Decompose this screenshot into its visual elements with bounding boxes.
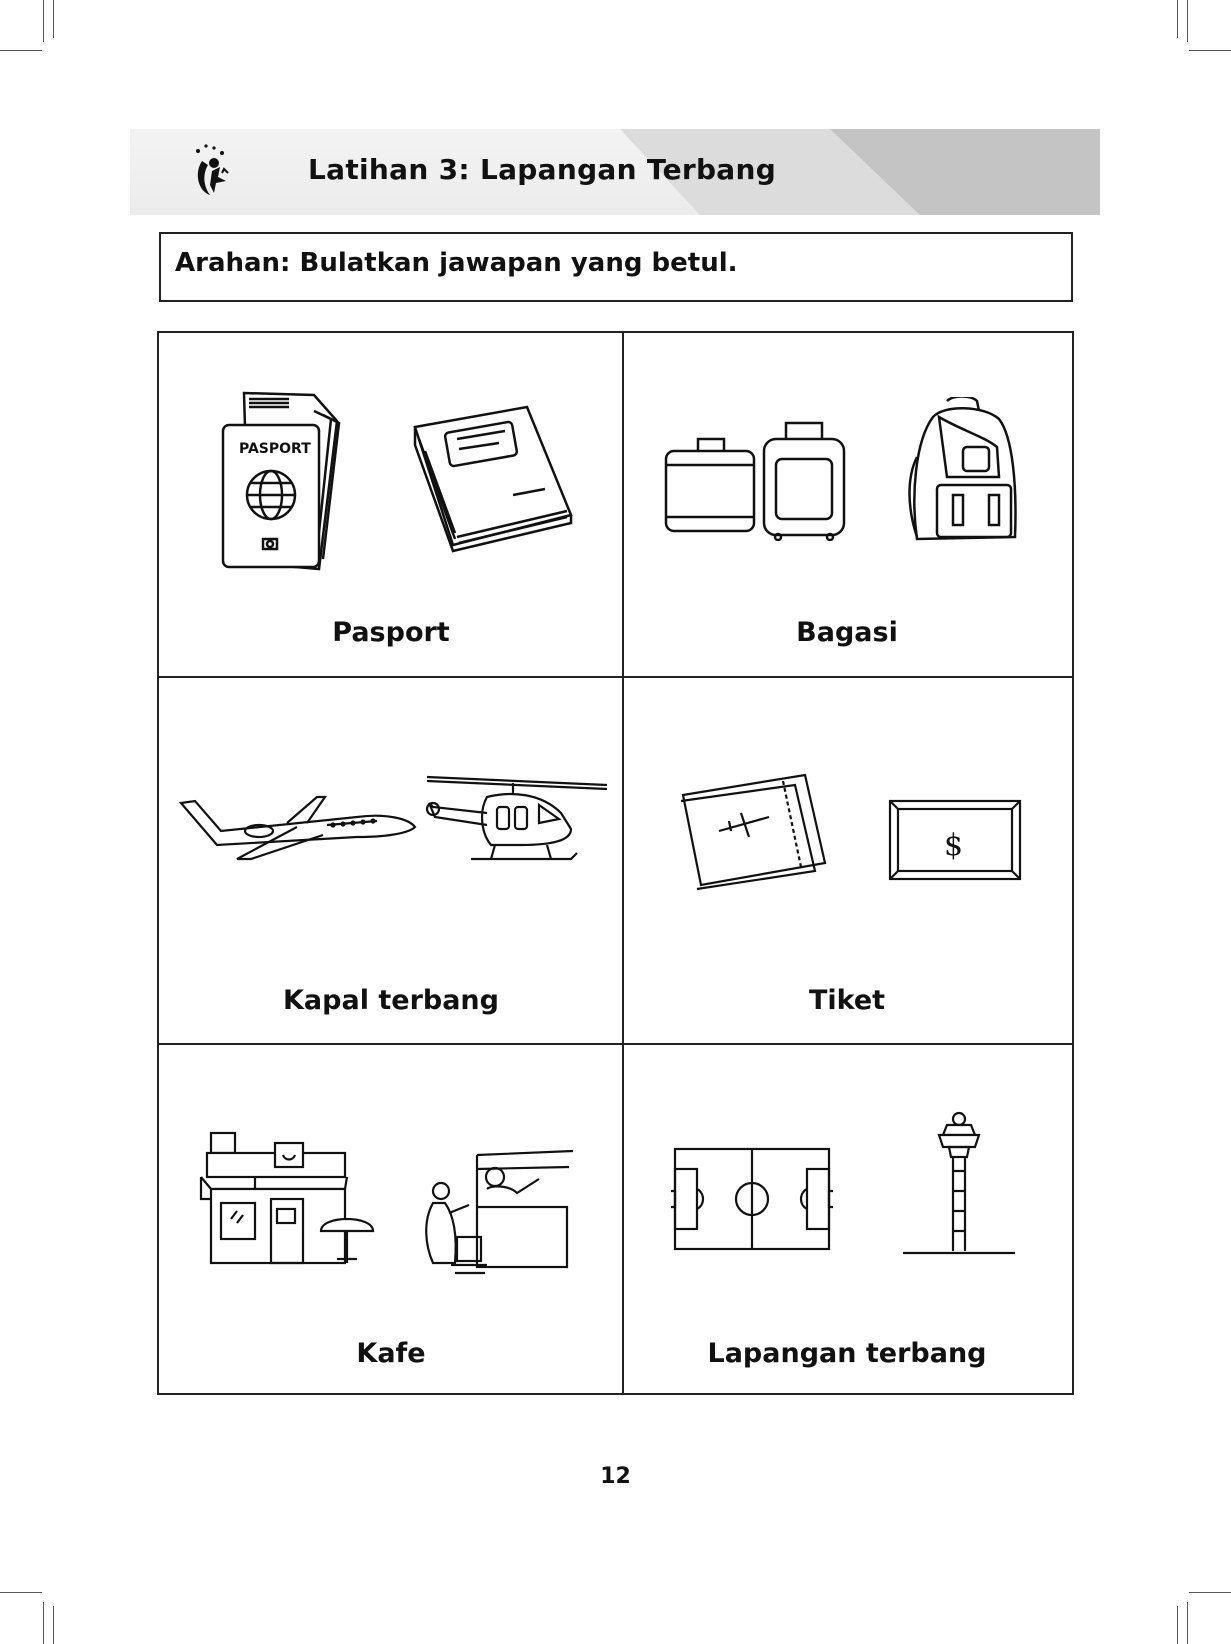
crop-mark [1187,0,1188,42]
page-title: Latihan 3: Lapangan Terbang [308,153,777,186]
instruction-text: Arahan: Bulatkan jawapan yang betul. [175,248,738,278]
checkin-counter-icon[interactable] [421,1141,581,1277]
crop-mark [53,1606,54,1644]
football-field-icon[interactable] [671,1145,833,1253]
crop-mark [43,1602,44,1644]
instruction-box [159,232,1073,302]
svg-text:PASPORT: PASPORT [239,441,311,457]
crop-mark [1189,50,1231,51]
crop-mark [0,1592,42,1593]
answer-label-tiket[interactable]: Tiket [808,985,886,1016]
grid-divider [159,1043,1072,1045]
crop-mark [1177,1606,1178,1644]
crop-mark [1189,1592,1231,1593]
answer-label-kapal-terbang[interactable]: Kapal terbang [283,985,499,1016]
crop-mark [0,50,42,51]
book-icon[interactable] [409,405,574,555]
grid-divider [622,333,624,1393]
grid-divider [159,676,1072,678]
star-figure-logo-icon [188,143,248,203]
passport-icon[interactable] [219,391,349,576]
ticket-icon[interactable] [679,771,829,891]
answer-label-lapangan-terbang[interactable]: Lapangan terbang [707,1338,987,1369]
answer-label-pasport[interactable]: Pasport [332,617,450,648]
answer-label-kafe[interactable]: Kafe [356,1338,426,1369]
airplane-icon[interactable] [177,783,417,863]
crop-mark [1187,1602,1188,1644]
control-tower-icon[interactable] [899,1111,1019,1261]
page-number: 12 [600,1464,631,1489]
helicopter-icon[interactable] [421,773,611,869]
crop-mark [1177,0,1178,38]
answer-label-bagasi[interactable]: Bagasi [796,617,898,648]
answer-grid [157,331,1074,1395]
crop-mark [53,0,54,38]
header-banner [130,129,1100,215]
backpack-icon[interactable] [903,397,1023,547]
crop-mark [43,0,44,42]
banknote-icon[interactable] [886,797,1026,885]
suitcase-icon[interactable] [662,421,852,541]
svg-text:$: $ [944,828,964,863]
cafe-building-icon[interactable] [197,1129,387,1269]
